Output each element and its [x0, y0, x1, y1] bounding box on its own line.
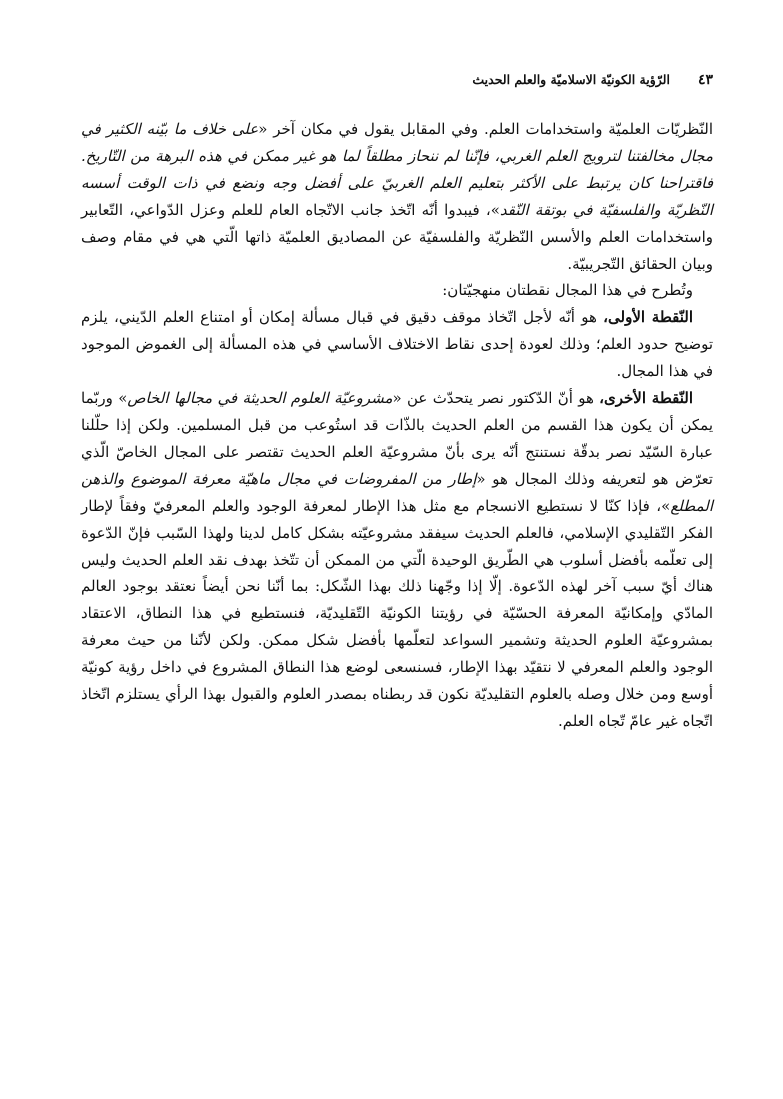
- body-text: [81, 116, 713, 735]
- running-title: الرّؤية الكونيّة الاسلاميّة والعلم الحديث: [472, 72, 670, 87]
- page-number: ٤٣: [697, 72, 713, 88]
- p1-text-a: النّظريّات العلميّة واستخدامات العلم. وفي المقابل يقول في مكان آخر «: [258, 120, 713, 138]
- p4-text-c: » وربّما يمكن أن يكون هذا القسم من العلم الحديث بالذّات قد استُوعب من قبل المسلمين. ولكن إذا حلّلنا عبارة السّيّد نصر بدقّة نستنتج أنّه يرى بأنّ مشروعيّة العلم الحديث تقتصر على المجال الخاصّ الّذي تعرّض هو لتعريفه وذلك المجال هو «: [81, 389, 713, 488]
- p1-quote: على خلاف ما بيّنه الكثير في مجال مخالفتنا لترويج العلم الغربي، فإنّنا لم ننحاز مطلقاً لما هو غير ممكن في هذه البرهة من التّاريخ. فاقتراحنا كان يرتبط على الأكثر بتعليم العلم الغربيّ على أفضل وجه ونضع في ذات الوقت أسسه النّظريّة والفلسفيّة في بوتقة النّقد: [81, 120, 713, 219]
- p4-quote-2: إطار من المفروضات في مجال ماهيّة معرفة الموضوع والذهن المطلع: [81, 469, 713, 515]
- paragraph-2: وتُطرح في هذا المجال نقطتان منهجيّتان:: [442, 281, 693, 300]
- paragraph-3: [81, 304, 713, 385]
- paragraph-4: [81, 385, 713, 735]
- p1-text-c: »، فيبدوا أنّه اتّخذ جانب الاتّجاه العام للعلم وعزل الدّواعي، التّعابير واستخدامات العلم والأسس النّظريّة والفلسفيّة عن المصاديق العلميّة ذاتها الّتي هي في مقام وصف وبيان الحقائق التّجريبيّة.: [81, 200, 713, 273]
- point-two-lead: النّقطة الأخرى،: [599, 389, 693, 408]
- running-header: [70, 72, 713, 94]
- p4-text-a: هو أنّ الدّكتور نصر يتحدّث عن «: [392, 389, 600, 408]
- point-one-lead: النّقطة الأولى،: [603, 308, 693, 327]
- paragraph-1: [81, 116, 713, 277]
- p3-text: هو أنّه لأجل اتّخاذ موقف دقيق في قبال مسألة إمكان أو امتناع العلم الدّيني، يلزم توضيح حدود العلم؛ وذلك لعودة إحدى نقاط الاختلاف الأساسي في هذه المسألة إلى الغموض الموجود في هذا المجال.: [81, 308, 713, 381]
- p4-quote-1: مشروعيّة العلوم الحديثة في مجالها الخاص: [127, 389, 393, 408]
- p4-text-e: »، فإذا كنّا لا نستطيع الانسجام مع مثل هذا الإطار لمعرفة الوجود والعلم المعرفيّ وفقاً لإطار الفكر التّقليدي الإسلامي، فالعلم الحديث سيفقد مشروعيّته بشكل كامل لدينا ولهذا السّبب فإنّ الدّعوة إلى تعلّمه بأفضل أسلوب هي الطّريق الوحيدة الّتي من الممكن أن تتّخذ بهدف نقد العلم الحديث وليس هناك أيّ سبب آخر لهذه الدّعوة. إلّا إذا وجّهنا ذلك بهذا الشّكل: بما أنّنا نحن أيضاً نعتقد بوجود العالم المادّي وإمكانيّة المعرفة الحسّيّة في رؤيتنا الكونيّة التّقليديّة، فنستطيع في هذا النطاق، الاعتقاد بمشروعيّة العلوم الحديثة وتشمير السواعد لتعلّمها بأفضل شكل ممكن. ولكن لأنّنا من حيث معرفة الوجود والعلم المعرفي لا نتقيّد بهذا الإطار، فسنسعى لوضع هذا النطاق المشروع في داخل رؤية كونيّة أوسع ومن خلال وصله بالعلوم التقليديّة نكون قد ربطناه بمصدر العلوم والقبول بهذا الرأي يستلزم اتّخاذ اتّجاه غير عامّ تّجاه العلم.: [81, 496, 713, 730]
